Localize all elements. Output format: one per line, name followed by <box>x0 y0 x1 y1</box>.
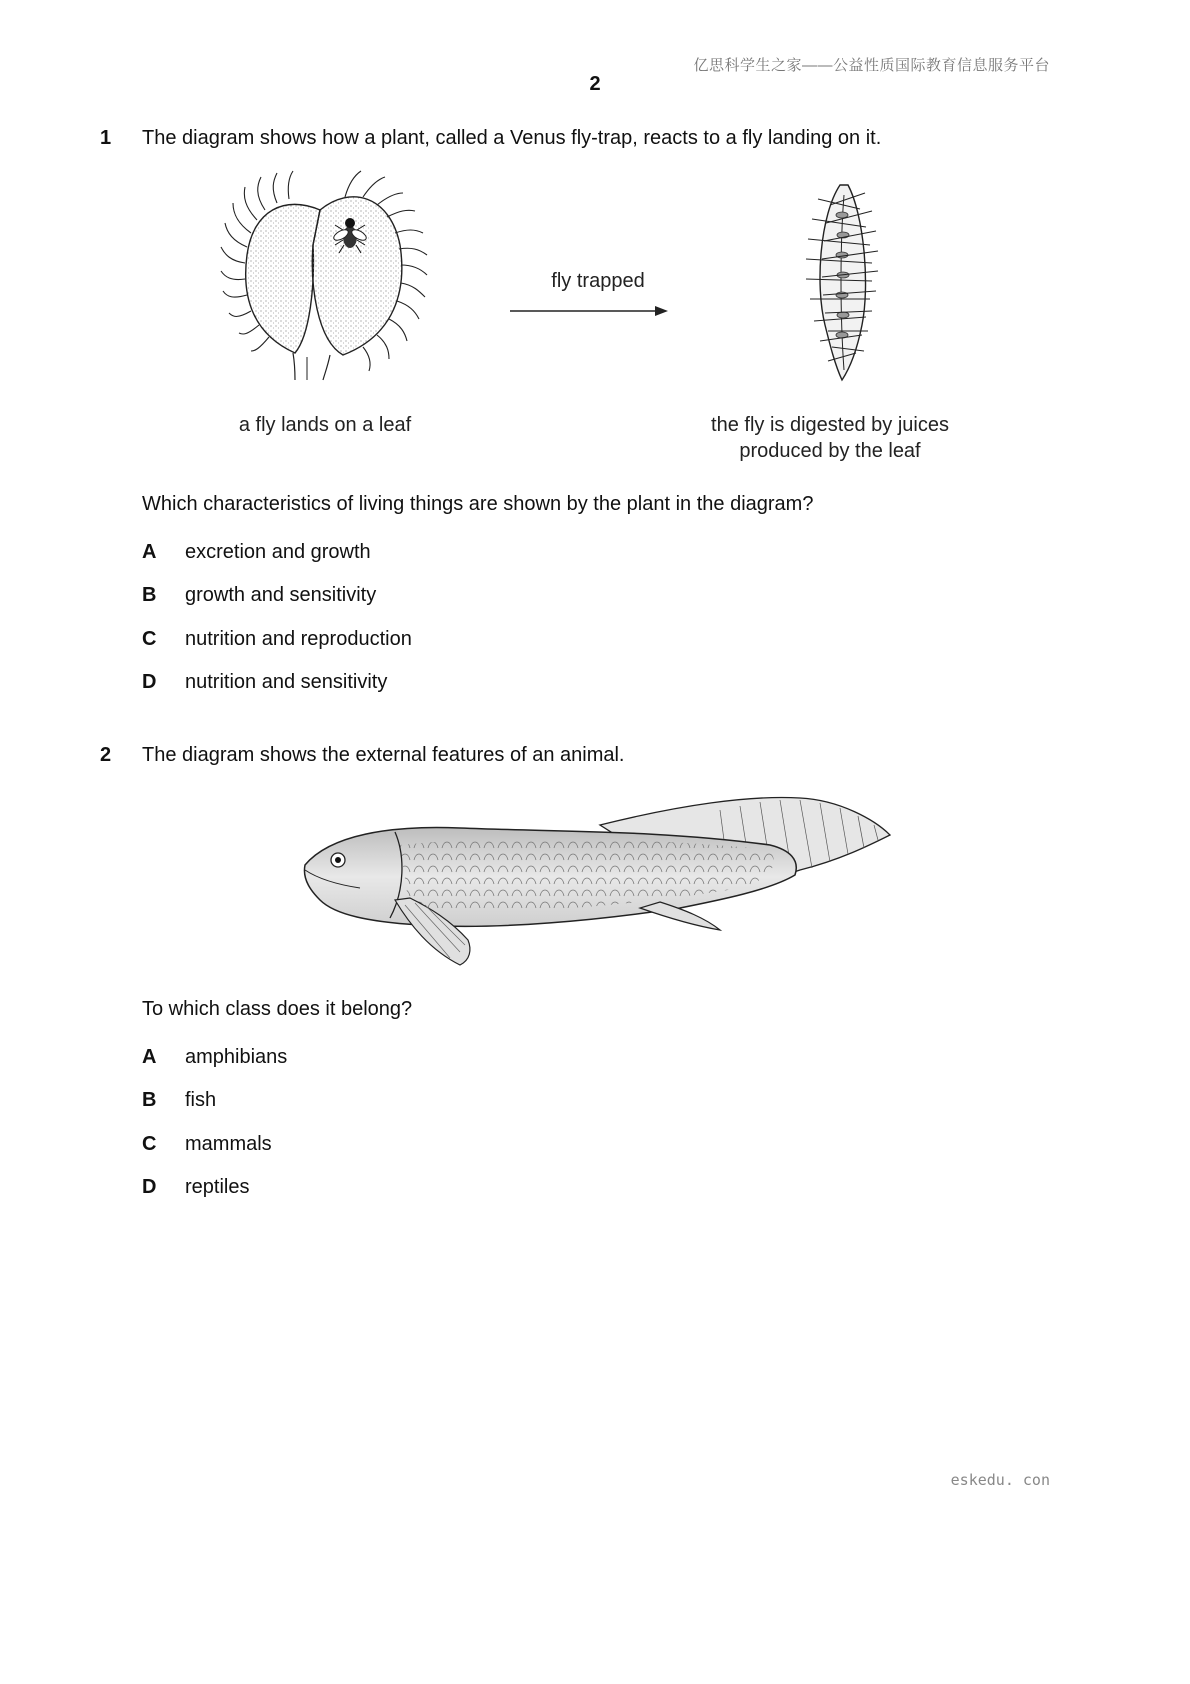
question-1-prompt: Which characteristics of living things are shown by the plant in the diagram? <box>142 493 814 515</box>
q2-option-c-text: mammals <box>185 1133 272 1155</box>
q2-option-b-text: fish <box>185 1089 217 1111</box>
q1-option-a-letter: A <box>142 541 157 563</box>
right-caption-line-1: the fly is digested by juices <box>711 414 949 436</box>
q1-option-c-letter: C <box>142 628 157 650</box>
question-2-prompt: To which class does it belong? <box>142 998 413 1020</box>
right-arrow-icon <box>510 305 670 317</box>
venus-flytrap-open-illustration <box>225 175 435 385</box>
left-caption: a fly lands on a leaf <box>238 414 412 436</box>
question-2-stem: The diagram shows the external features of an animal. <box>142 744 625 766</box>
right-caption-line-2: produced by the leaf <box>739 440 921 462</box>
q1-option-a-text: excretion and growth <box>185 541 371 563</box>
arrow-label: fly trapped <box>551 270 645 292</box>
q2-option-a-text: amphibians <box>185 1046 288 1068</box>
venus-flytrap-closed-illustration <box>790 175 900 385</box>
q2-option-b-letter: B <box>142 1089 157 1111</box>
fish-illustration <box>300 790 900 970</box>
q2-option-c-letter: C <box>142 1133 157 1155</box>
page-number: 2 <box>589 73 601 95</box>
q2-option-a-letter: A <box>142 1046 157 1068</box>
q2-option-d-letter: D <box>142 1176 157 1198</box>
q1-option-c-text: nutrition and reproduction <box>185 628 412 650</box>
q1-option-b-letter: B <box>142 584 157 606</box>
q1-option-d-text: nutrition and sensitivity <box>185 671 388 693</box>
q2-option-d-text: reptiles <box>185 1176 250 1198</box>
q1-option-d-letter: D <box>142 671 157 693</box>
question-1-number: 1 <box>100 127 112 149</box>
header-watermark: 亿思科学生之家——公益性质国际教育信息服务平台 <box>693 57 1050 74</box>
q1-option-b-text: growth and sensitivity <box>185 584 377 606</box>
question-2-number: 2 <box>100 744 112 766</box>
question-1-stem: The diagram shows how a plant, called a Venus fly-trap, reacts to a fly landing on it. <box>142 127 882 149</box>
footer-site: eskedu. con <box>950 1471 1050 1489</box>
